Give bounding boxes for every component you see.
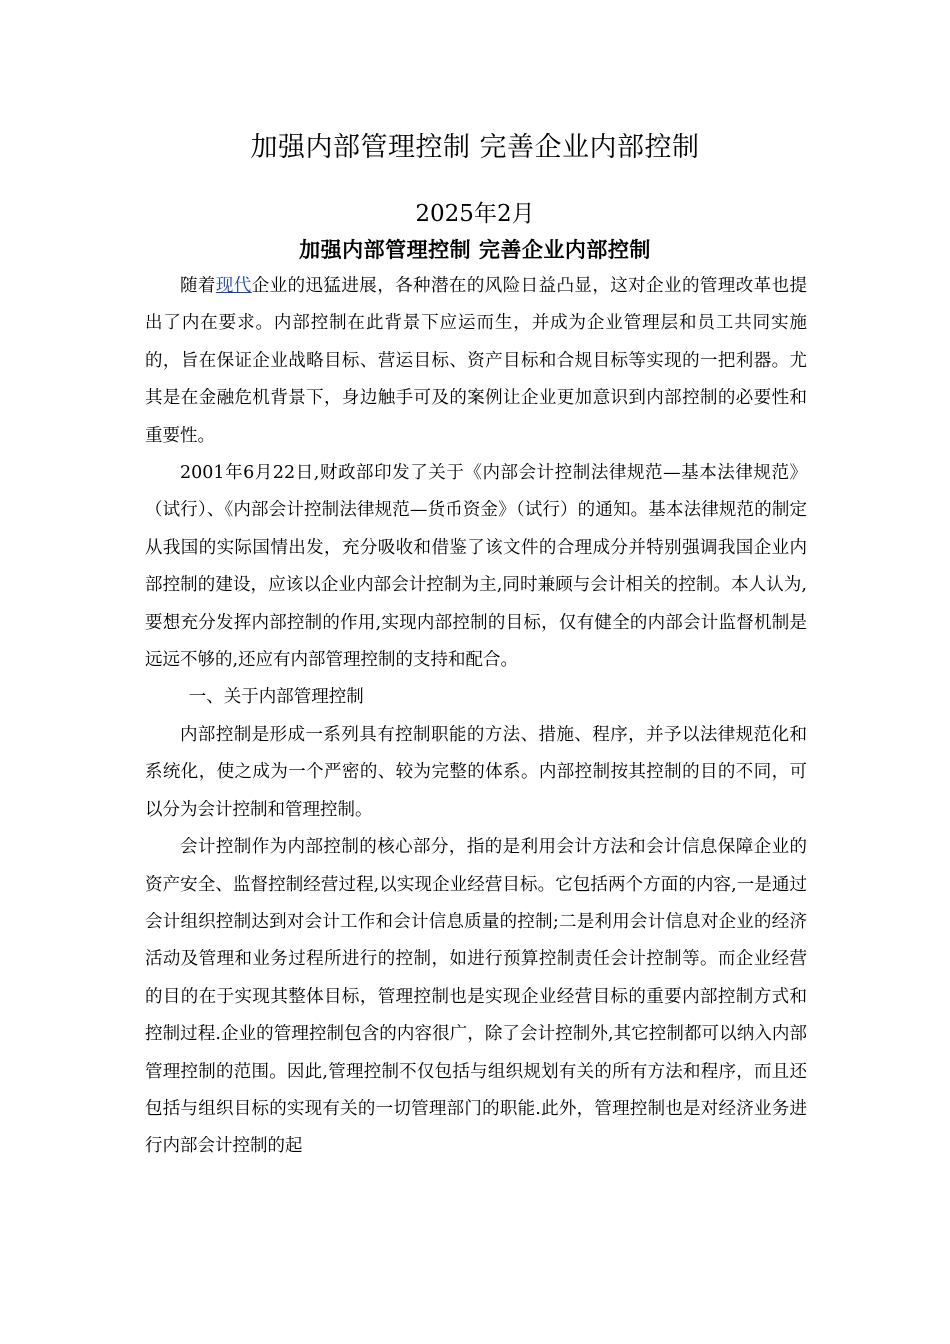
paragraph-regulation: 2001年6月22日,财政部印发了关于《内部会计控制法律规范—基本法律规范》（试行）、《内部会计控制法律规范—货币资金》（试行）的通知。基本法律规范的制定从我国的实际国情出发，充分吸收和借鉴了该文件的合理成分并特别强调我国企业内部控制的建设，应该以企业内部会计控制为主,同时兼顾与会计相关的控制。本人认为,要想充分发挥内部控制的作用,实现内部控制的目标，仅有健全的内部会计监督机制是远远不够的,还应有内部管理控制的支持和配合。	[145, 463, 807, 671]
paragraph-intro-rest: 企业的迅猛进展，各种潜在的风险日益凸显，这对企业的管理改革也提出了内在要求。内部控制在此背景下应运而生，并成为企业管理层和员工共同实施的，旨在保证企业战略目标、营运目标、资产目标和合规目标等实现的一把利器。尤其是在金融危机背景下，身边触手可及的案例让企业更加意识到内部控制的必要性和重要性。	[145, 276, 808, 446]
section-heading-1: 一、关于内部管理控制	[188, 687, 364, 708]
paragraph-definition: 内部控制是形成一系列具有控制职能的方法、措施、程序，并予以法律规范化和系统化，使之成为一个严密的、较为完整的体系。内部控制按其控制的目的不同，可以分为会计控制和管理控制。	[145, 724, 807, 820]
paragraph-intro-lead: 随着	[180, 276, 216, 296]
document-subtitle: 加强内部管理控制 完善企业内部控制	[299, 238, 651, 262]
link-modern[interactable]: 现代	[215, 276, 252, 296]
paragraph-intro	[145, 268, 807, 455]
document-title: 加强内部管理控制 完善企业内部控制	[250, 132, 700, 163]
paragraph-accounting-control: 会计控制作为内部控制的核心部分，指的是利用会计方法和会计信息保障企业的资产安全、监督控制经营过程,以实现企业经营目标。它包括两个方面的内容,一是通过会计组织控制达到对会计工作和会计信息质量的控制;二是利用会计信息对企业的经济活动及管理和业务过程所进行的控制，如进行预算控制责任会计控制等。而企业经营的目的在于实现其整体目标，管理控制也是实现企业经营目标的重要内部控制方式和控制过程.企业的管理控制包含的内容很广，除了会计控制外,其它控制都可以纳入内部管理控制的范围。因此,管理控制不仅包括与组织规划有关的所有方法和程序，而且还包括与组织目标的实现有关的一切管理部门的职能.此外，管理控制也是对经济业务进行内部会计控制的起	[145, 837, 807, 1157]
document-body	[145, 268, 807, 1166]
document-date: 2025年2月	[415, 201, 535, 227]
